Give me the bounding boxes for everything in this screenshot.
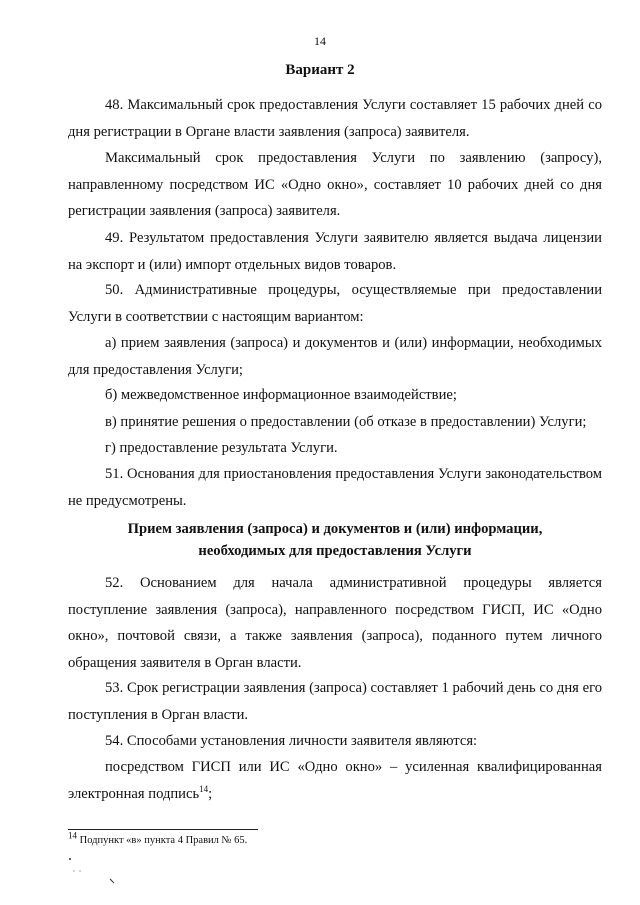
list-item-b: б) межведомственное информационное взаимодействие; (105, 387, 457, 403)
footnote-number: 14 (68, 830, 77, 841)
footnote-divider (68, 829, 258, 830)
list-item-a: а) прием заявления (запроса) и документов и (или) информации, необходимых для предоставления Услуги; (68, 335, 602, 378)
paragraph-54-cont-tail: ; (208, 785, 213, 802)
paragraph-53: 53. Срок регистрации заявления (запроса) составляет 1 рабочий день со дня его поступления в Орган власти. (68, 680, 602, 723)
paragraph-48-cont: Максимальный срок предоставления Услуги по заявлению (запросу), направленному посредством ИС «Одно окно», составляет 10 рабочих дней со дня регистрации заявления (запроса) заявителя. (68, 150, 602, 219)
paragraph-52: 52. Основанием для начала административной процедуры является поступление заявления (запроса), направленного посредством ГИСП, ИС «Одно окно», почтовой связи, а также заявления (запроса), поданного путем личного обращения заявителя в Орган власти. (68, 575, 602, 671)
paragraph-54: 54. Способами установления личности заявителя являются: (105, 733, 478, 749)
paragraph-49: 49. Результатом предоставления Услуги заявителю является выдача лицензии на экспорт и (или) импорт отдельных видов товаров. (68, 230, 602, 273)
paragraph-51: 51. Основания для приостановления предоставления Услуги законодательством не предусмотрены. (68, 466, 602, 509)
scan-specks (60, 855, 140, 895)
page-number: 14 (314, 34, 326, 48)
section-heading-line2: необходимых для предоставления Услуги (198, 543, 472, 559)
paragraph-50: 50. Административные процедуры, осуществляемые при предоставлении Услуги в соответствии с настоящим вариантом: (68, 282, 602, 325)
footnote (68, 830, 248, 846)
variant-title: Вариант 2 (285, 62, 355, 78)
paragraph-48: 48. Максимальный срок предоставления Услуги составляет 15 рабочих дней со дня регистрации в Органе власти заявления (запроса) заявителя. (68, 97, 602, 140)
list-item-g: г) предоставление результата Услуги. (105, 440, 338, 456)
paragraph-54-cont (68, 754, 602, 807)
section-heading-line1: Прием заявления (запроса) и документов и (или) информации, (127, 521, 543, 537)
footnote-text: Подпункт «в» пункта 4 Правил № 65. (79, 835, 248, 846)
footnote-marker: 14 (199, 783, 209, 794)
list-item-v: в) принятие решения о предоставлении (об отказе в предоставлении) Услуги; (105, 414, 587, 430)
paragraph-54-cont-text: посредством ГИСП или ИС «Одно окно» – усиленная квалифицированная электронная подпись (68, 759, 602, 802)
